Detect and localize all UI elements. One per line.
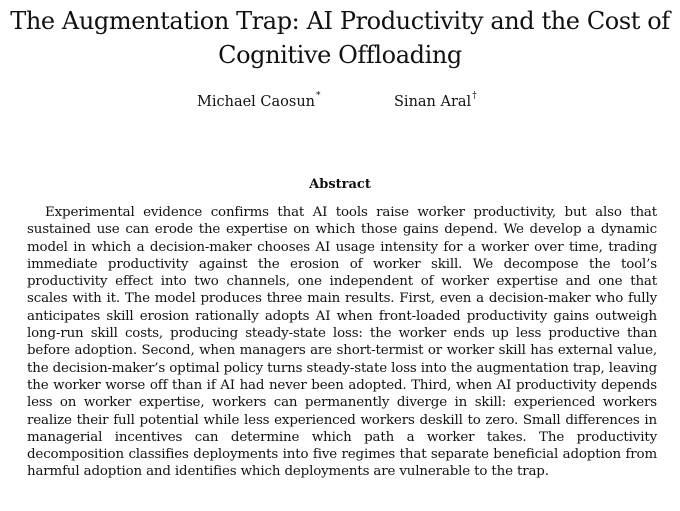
author-2 — [394, 91, 477, 110]
author-1-footnote-mark[interactable]: * — [316, 91, 321, 101]
abstract-text: Experimental evidence confirms that AI tools raise worker productivity, but also that sustained use can erode the expertise on which those gains depend. We develop a dynamic model in which a decision-maker chooses AI usage intensity for a worker over time, trading immediate productivity against the erosion of worker skill. We decompose the tool’s productivity effect into two channels, one independent of worker expertise and one that scales with it. The model produces three main results. First, even a decision-maker who fully anticipates skill erosion rationally adopts AI when front-loaded productivity gains outweigh long-run skill costs, producing steady-state loss: the worker ends up less productive than before adoption. Second, when managers are short-termist or worker skill has external value, the decision-maker’s optimal policy turns steady-state loss into the augmentation trap, leaving the worker worse off than if AI had never been adopted. Third, when AI productivity depends less on worker expertise, workers can permanently diverge in skill: experienced workers realize their full potential while less experienced workers deskill to zero. Small differences in managerial incentives can determine which path a worker takes. The productivity decomposition classifies deployments into five regimes that separate beneficial adoption from harmful adoption and identifies which deployments are vulnerable to the trap. — [27, 205, 657, 480]
abstract-heading: Abstract — [309, 177, 371, 192]
paper-title: The Augmentation Trap: AI Productivity and the Cost of Cognitive Offloading — [10, 7, 670, 69]
author-1-name: Michael Caosun — [197, 94, 316, 110]
author-1 — [197, 91, 321, 110]
author-2-footnote-mark[interactable]: † — [472, 91, 477, 101]
author-list — [0, 91, 680, 114]
author-2-name: Sinan Aral — [394, 94, 472, 110]
